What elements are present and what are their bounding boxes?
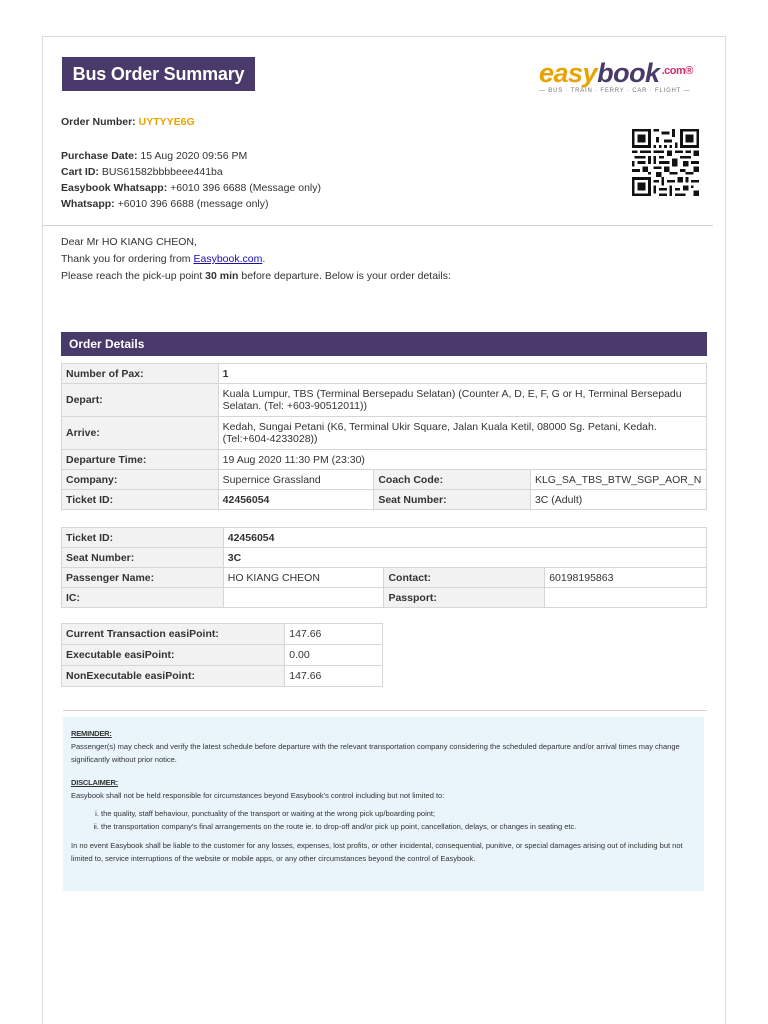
arrive-value: Kedah, Sungai Petani (K6, Terminal Ukir Square, Jalan Kuala Ketil, 08000 Sg. Petani, Kedah. (Tel:+604-4233028)) bbox=[218, 417, 706, 450]
pickup-time: 30 min bbox=[205, 270, 239, 282]
divider bbox=[63, 710, 707, 711]
passenger-ticket-id-value: 42456054 bbox=[223, 528, 706, 548]
logo-easy: easy bbox=[539, 58, 598, 88]
order-details-table bbox=[61, 363, 707, 510]
current-easipoint-value: 147.66 bbox=[285, 624, 383, 645]
nonexecutable-easipoint-label: NonExecutable easiPoint: bbox=[62, 666, 285, 687]
passport-value bbox=[545, 588, 707, 608]
current-easipoint-label: Current Transaction easiPoint: bbox=[62, 624, 285, 645]
depart-value: Kuala Lumpur, TBS (Terminal Bersepadu Selatan) (Counter A, D, E, F, G or H, Terminal Bersepadu Selatan. (Tel: +603-90512011)) bbox=[218, 384, 706, 417]
pickup-text-end: before departure. Below is your order details: bbox=[238, 270, 451, 282]
departure-time-label: Departure Time: bbox=[62, 450, 219, 470]
passenger-table bbox=[61, 527, 707, 608]
pax-value: 1 bbox=[218, 364, 706, 384]
easybook-link[interactable]: Easybook.com bbox=[193, 253, 263, 265]
ic-label: IC: bbox=[62, 588, 224, 608]
pickup-text: Please reach the pick-up point bbox=[61, 270, 206, 282]
ic-value bbox=[223, 588, 384, 608]
greeting-period: . bbox=[262, 253, 266, 265]
whatsapp-value: +6010 396 6688 (message only) bbox=[117, 198, 269, 210]
list-item: i. the quality, staff behaviour, punctuality of the transport or waiting at the wrong pick up/boarding point; bbox=[101, 807, 696, 820]
greeting bbox=[61, 234, 451, 285]
arrive-label: Arrive: bbox=[62, 417, 219, 450]
easybook-logo[interactable] bbox=[539, 54, 711, 98]
nonexecutable-easipoint-value: 147.66 bbox=[285, 666, 383, 687]
passenger-seat-label: Seat Number: bbox=[62, 548, 224, 568]
disclaimer-list bbox=[71, 807, 696, 833]
company-label: Company: bbox=[62, 470, 219, 490]
notice-box bbox=[63, 717, 704, 891]
seat-number-value: 3C (Adult) bbox=[530, 490, 706, 510]
seat-number-label: Seat Number: bbox=[374, 490, 531, 510]
departure-time-value: 19 Aug 2020 11:30 PM (23:30) bbox=[218, 450, 706, 470]
executable-easipoint-value: 0.00 bbox=[285, 645, 383, 666]
liability-text: In no event Easybook shall be liable to the customer for any losses, expenses, lost profits, or other incidental, consequential, punitive, or special damages arising out of including but not limited to, service interruptions of the website or mobile apps, or any other circumstances beyond the control of Easybook. bbox=[71, 841, 683, 863]
easybook-whatsapp-value: +6010 396 6688 (Message only) bbox=[170, 182, 322, 194]
cart-id-label: Cart ID: bbox=[61, 166, 99, 178]
depart-label: Depart: bbox=[62, 384, 219, 417]
easybook-whatsapp-label: Easybook Whatsapp: bbox=[61, 182, 168, 194]
purchase-date-value: 15 Aug 2020 09:56 PM bbox=[140, 150, 248, 162]
passenger-seat-value: 3C bbox=[223, 548, 706, 568]
coach-code-value: KLG_SA_TBS_BTW_SGP_AOR_N bbox=[530, 470, 706, 490]
passenger-name-value: HO KIANG CHEON bbox=[223, 568, 384, 588]
ticket-id-label: Ticket ID: bbox=[62, 490, 219, 510]
disclaimer-intro: Easybook shall not be held responsible for circumstances beyond Easybook's control including but not limited to: bbox=[71, 791, 445, 800]
qr-code-icon bbox=[632, 129, 699, 196]
page-title: Bus Order Summary bbox=[62, 57, 255, 91]
company-value: Supernice Grassland bbox=[218, 470, 374, 490]
logo-tagline: — BUS · TRAIN · FERRY · CAR · FLIGHT — bbox=[539, 88, 691, 94]
easipoint-table bbox=[61, 623, 383, 687]
passenger-ticket-id-label: Ticket ID: bbox=[62, 528, 224, 548]
disclaimer-heading: DISCLAIMER: bbox=[71, 778, 118, 787]
whatsapp-label: Whatsapp: bbox=[61, 198, 115, 210]
order-number-line bbox=[61, 114, 195, 130]
contact-label: Contact: bbox=[384, 568, 545, 588]
passport-label: Passport: bbox=[384, 588, 545, 608]
passenger-name-label: Passenger Name: bbox=[62, 568, 224, 588]
list-item: ii. the transportation company's final arrangements on the route ie. to drop-off and/or pick up point, cancellation, delays, or changes in seating etc. bbox=[101, 820, 696, 833]
greeting-salutation: Dear Mr HO KIANG CHEON, bbox=[61, 236, 197, 248]
coach-code-label: Coach Code: bbox=[374, 470, 531, 490]
executable-easipoint-label: Executable easiPoint: bbox=[62, 645, 285, 666]
order-details-heading: Order Details bbox=[61, 332, 707, 356]
order-meta bbox=[61, 148, 321, 212]
logo-com: .com® bbox=[661, 65, 693, 77]
reminder-heading: REMINDER: bbox=[71, 729, 112, 738]
order-number-value: UYTYYE6G bbox=[138, 116, 195, 128]
cart-id-value: BUS61582bbbbeee441ba bbox=[101, 166, 223, 178]
logo-book: book bbox=[597, 58, 660, 88]
greeting-thanks: Thank you for ordering from bbox=[61, 253, 194, 265]
contact-value: 60198195863 bbox=[545, 568, 707, 588]
ticket-id-value: 42456054 bbox=[218, 490, 374, 510]
purchase-date-label: Purchase Date: bbox=[61, 150, 138, 162]
pax-label: Number of Pax: bbox=[62, 364, 219, 384]
reminder-text: Passenger(s) may check and verify the latest schedule before departure with the relevant transportation company considering the scheduled departure and/or arrival times may change significantly without prior notice. bbox=[71, 742, 680, 764]
divider bbox=[43, 225, 713, 226]
order-number-label: Order Number: bbox=[61, 116, 136, 128]
